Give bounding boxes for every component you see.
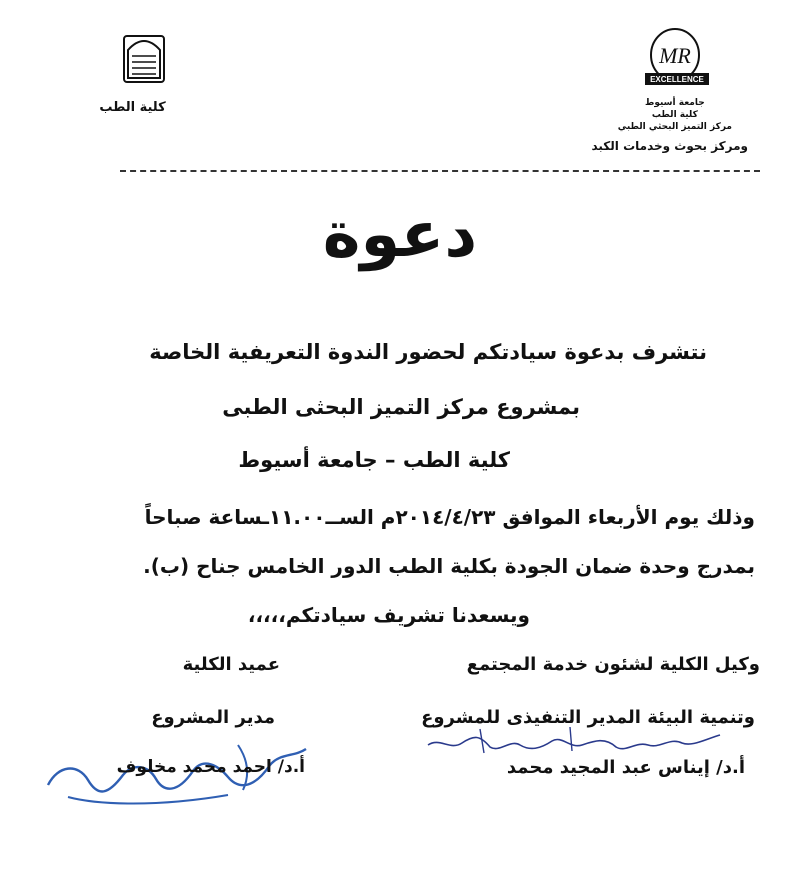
faculty-of-medicine-logo	[92, 20, 182, 100]
page-title: دعوة	[322, 198, 478, 272]
excellence-center-logo	[625, 15, 715, 100]
heading-university: جامعة أسيوط	[645, 98, 705, 108]
invitation-line-3: كلية الطب – جامعة أسيوط	[238, 448, 510, 472]
project-director-name: أ.د/ احمد محمد مخلوف	[116, 757, 305, 777]
header-divider	[120, 170, 760, 172]
executive-director-title: وتنمية البيئة المدير التنفيذى للمشروع	[421, 707, 755, 728]
closing-line: ويسعدنا تشريف سيادتكم،،،،،	[247, 603, 530, 627]
event-date-line: وذلك يوم الأربعاء الموافق ٢٠١٤/٤/٢٣م الســ١١.٠٠ـساعة صباحاً	[144, 505, 755, 529]
logo-band-text: EXCELLENCE	[650, 75, 704, 84]
invitation-line-1: نتشرف بدعوة سيادتكم لحضور الندوة التعريفية الخاصة	[149, 340, 707, 364]
center-heading	[618, 97, 732, 133]
vice-dean-title: وكيل الكلية لشئون خدمة المجتمع	[466, 654, 760, 675]
faculty-caption: كلية الطب	[99, 100, 166, 115]
vice-dean-name: أ.د/ إيناس عبد المجيد محمد	[506, 757, 745, 778]
dean-title: عميد الكلية	[182, 654, 280, 675]
heading-faculty: كلية الطب	[651, 110, 698, 120]
invitation-line-2: بمشروع مركز التميز البحثى الطبى	[222, 395, 580, 419]
logo-monogram: MR	[659, 43, 691, 68]
handwritten-signature-right	[420, 715, 730, 760]
project-director-title: مدير المشروع	[151, 707, 275, 728]
event-venue-line: بمدرج وحدة ضمان الجودة بكلية الطب الدور الخامس جناح (ب).	[143, 554, 755, 578]
liver-center-name: ومركز بحوث وخدمات الكبد	[591, 139, 748, 153]
heading-center: مركز التميز البحثي الطبي	[617, 122, 732, 132]
